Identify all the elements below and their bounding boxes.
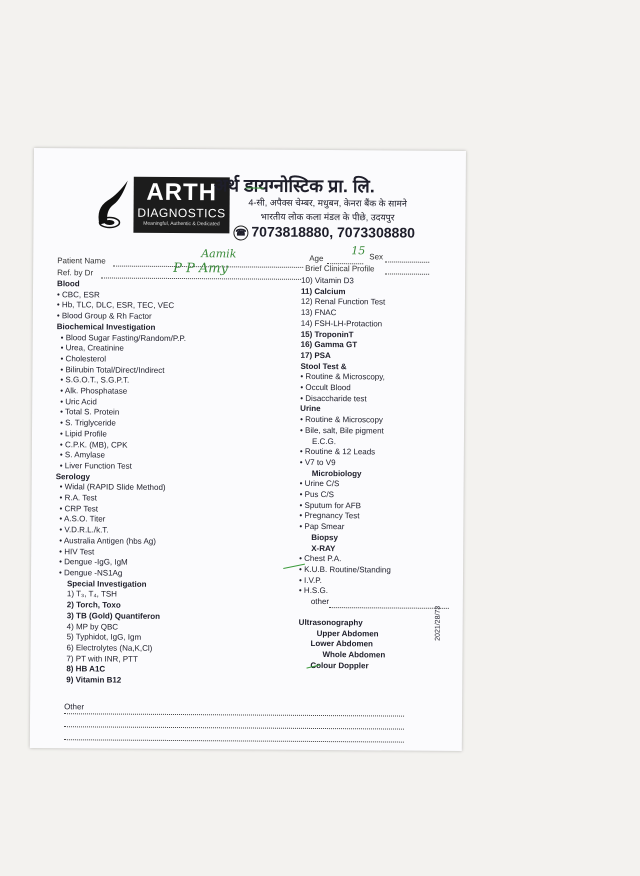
list-item: • Liver Function Test [56,461,185,473]
list-item: • Uric Acid [56,397,185,409]
left-column [54,279,186,687]
underline-mark [246,187,264,188]
list-item: 4) MP by QBC [66,621,119,632]
list-item: 11) Calcium [300,286,346,296]
micro-heading: Microbiology [311,468,362,478]
list-item: 17) PSA [300,350,331,360]
list-item: • HIV Test [55,547,184,559]
age-label: Age [309,253,324,264]
list-item: • Disaccharide test [300,394,450,406]
list-item: • Hb, TLC, DLC, ESR, TEC, VEC [57,301,186,313]
other-line-1 [64,713,404,716]
list-item: • Bile, salt, Bile pigment [300,426,450,438]
list-item: • A.S.O. Titer [55,515,184,527]
list-item: Colour Doppler [310,660,369,670]
list-item: • Lipid Profile [56,429,185,441]
list-item: • CRP Test [55,504,184,516]
list-item: • Blood Sugar Fasting/Random/P.P. [57,333,186,345]
list-item: • Widal (RAPID Slide Method) [56,483,185,495]
logo-name: ARTH [146,178,218,207]
xray-other-label: other [310,597,330,607]
company-address [229,195,425,224]
list-item: 16) Gamma GT [300,340,358,350]
sex-line [385,261,429,262]
list-item: • Routine & 12 Leads [300,447,450,459]
phone-icon: ☎ [233,225,248,240]
list-item: • Cholesterol [56,354,185,366]
clinical-profile-label: Brief Clinical Profile [305,263,375,274]
list-item: 8) HB A1C [66,664,106,674]
list-item: • Dengue -IgG, IgM [55,557,184,569]
list-item: • Alk. Phosphatase [56,386,185,398]
list-item: 2) Torch, Toxo [66,600,121,610]
other-line-2 [64,726,404,729]
logo-sub: DIAGNOSTICS [137,205,226,221]
list-item: Whole Abdomen [322,649,386,660]
list-item: • S. Triglyceride [56,418,185,430]
company-name-hindi: अर्थ डायग्नोस्टिक प्रा. लि. [213,175,375,197]
list-item: • S.G.O.T., S.G.P.T. [56,375,185,387]
special-heading: Special Investigation [66,578,147,589]
list-item: • Bilirubin Total/Direct/Indirect [56,365,185,377]
age-handwritten: 15 [351,244,366,258]
other-line-3 [64,739,404,742]
address-line-1: 4-सी, अपैक्स चेम्बर, मधुबन, केनरा बैंक के सामने [248,197,407,209]
list-item: 14) FSH-LH-Protaction [300,318,383,329]
list-item: • Routine & Microscopy, [300,372,450,384]
list-item: • V7 to V9 [300,458,450,470]
list-item: • Sputum for AFB [299,501,449,513]
list-item: • S. Amylase [56,450,185,462]
list-item: • Australia Antigen (hbs Ag) [55,536,184,548]
list-item: 15) TroponinT [300,329,354,339]
list-item: Lower Abdomen [310,639,373,649]
list-item: • Pap Smear [299,522,449,534]
list-item: • Chest P.A. [299,554,449,566]
logo-swirl-icon [93,178,131,230]
address-line-2: भारतीय लोक कला मंडल के पीछे, उदयपुर [260,211,395,223]
list-item: • R.A. Test [56,493,185,505]
list-item: • V.D.R.L./k.T. [55,525,184,537]
list-item: • K.U.B. Routine/Standing [299,565,449,577]
serology-heading: Serology [55,471,90,482]
ecg-heading: E.C.G. [311,436,337,446]
list-item: 5) Typhidot, IgG, Igm [66,632,142,642]
phone-row [233,223,415,241]
list-item: 13) FNAC [300,307,337,318]
biochem-heading: Biochemical Investigation [56,321,156,332]
list-item: • Dengue -NS1Ag [55,568,184,580]
blood-heading: Blood [57,279,80,289]
requisition-sheet [30,148,466,751]
other-label: Other [64,702,85,712]
patient-name-label: Patient Name [57,256,106,266]
biopsy-heading: Biopsy [311,532,338,543]
list-item: 12) Renal Function Test [300,297,386,307]
list-item: 6) Electrolytes (Na,K,Cl) [66,643,153,653]
list-item: • Pus C/S [300,490,450,502]
list-item: 1) T₃, T₄, TSH [66,589,118,599]
list-item: • Pregnancy Test [299,511,449,523]
list-item: 9) Vitamin B12 [66,675,122,685]
list-item: • Blood Group & Rh Factor [57,311,186,323]
ref-label: Ref. by Dr [57,268,94,278]
clinical-profile-line [385,273,429,274]
list-item: • Occult Blood [300,383,450,395]
list-item: • Urine C/S [300,479,450,491]
urine-heading: Urine [300,404,321,414]
list-item: 10) Vitamin D3 [301,275,354,286]
ref-handwritten: P P Amy [173,260,229,277]
list-item: • Routine & Microscopy [300,415,450,427]
usg-heading: Ultrasonography [298,617,363,628]
list-item: Upper Abdomen [316,628,379,638]
list-item: • C.P.K. (MB), CPK [56,440,185,452]
list-item: 3) TB (Gold) Quantiferon [66,611,161,621]
xray-heading: X-RAY [311,543,336,553]
list-item: 7) PT with INR, PTT [66,653,138,664]
stool-heading: Stool Test & [300,361,347,371]
list-item: • H.S.G. [299,586,449,598]
xray-other-row [299,597,449,609]
vertical-code: 2021/28/73 [434,605,442,641]
sex-label: Sex [369,252,384,262]
logo-tagline: Meaningful, Authentic & Dedicated [143,220,220,228]
list-item: • Urea, Creatinine [57,343,186,355]
right-column [298,276,451,672]
list-item: • I.V.P. [299,576,449,588]
list-item: • Total S. Protein [56,408,185,420]
patient-name-handwritten: Aamik [201,247,237,261]
list-item: • CBC, ESR [57,290,186,302]
phone-numbers: 7073818880, 7073308880 [251,223,415,241]
